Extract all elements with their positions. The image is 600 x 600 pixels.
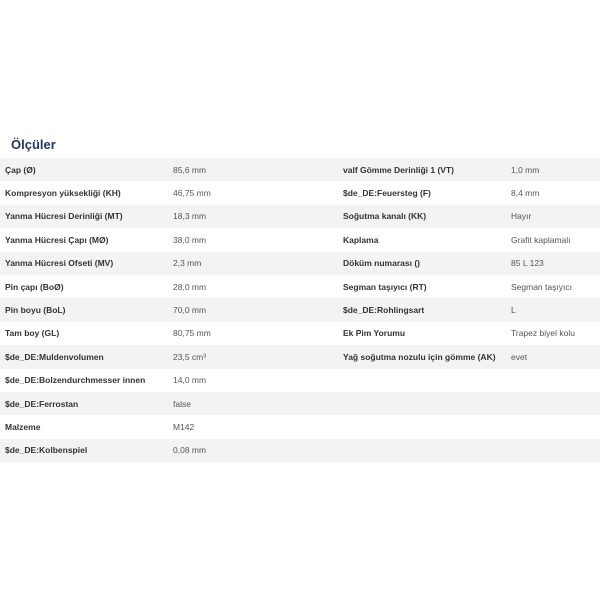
spec-value: 2,3 mm — [173, 258, 202, 269]
spec-label: Tam boy (GL) — [5, 328, 60, 339]
spec-label — [338, 439, 506, 462]
spec-value: 80,75 mm — [173, 328, 211, 339]
spec-value: M142 — [173, 421, 195, 432]
spec-label — [338, 415, 506, 438]
spec-value — [506, 369, 600, 392]
spec-value: 23,5 cm³ — [173, 351, 207, 362]
spec-label: Döküm numarası () — [343, 258, 420, 269]
spec-label: Yağ soğutma nozulu için gömme (AK) — [343, 351, 496, 362]
table-row — [0, 158, 600, 181]
table-row — [0, 228, 600, 251]
spec-label: Pin boyu (BoL) — [5, 305, 66, 316]
table-row — [0, 181, 600, 204]
spec-label: valf Gömme Derinliği 1 (VT) — [343, 164, 454, 175]
spec-value: Hayır — [511, 211, 532, 222]
spec-value: Segman taşıyıcı — [511, 281, 572, 292]
spec-value: 28,0 mm — [173, 281, 207, 292]
table-row — [0, 252, 600, 275]
table-row — [0, 322, 600, 345]
spec-value: L — [511, 305, 516, 316]
table-row — [0, 439, 600, 462]
spec-value: false — [173, 398, 191, 409]
spec-value: 0,08 mm — [173, 445, 207, 456]
spec-label: Çap (Ø) — [5, 164, 36, 175]
spec-label: $de_DE:Ferrostan — [5, 398, 79, 409]
spec-label: $de_DE:Muldenvolumen — [5, 351, 104, 362]
spec-label — [338, 369, 506, 392]
spec-value: 46,75 mm — [173, 188, 211, 199]
spec-value: 14,0 mm — [173, 375, 207, 386]
spec-label: Malzeme — [5, 421, 41, 432]
spec-label: Yanma Hücresi Derinliği (MT) — [5, 211, 123, 222]
section-title: Ölçüler — [11, 137, 56, 152]
spec-value: 85,6 mm — [173, 164, 207, 175]
spec-label: Kaplama — [343, 234, 379, 245]
spec-value — [506, 415, 600, 438]
spec-value: 38,0 mm — [173, 234, 207, 245]
table-row — [0, 392, 600, 415]
spec-value: Grafit kaplamalı — [511, 234, 571, 245]
spec-label: Segman taşıyıcı (RT) — [343, 281, 427, 292]
spec-label: $de_DE:Kolbenspiel — [5, 445, 88, 456]
spec-label: Yanma Hücresi Ofseti (MV) — [5, 258, 114, 269]
spec-label: $de_DE:Rohlingsart — [343, 305, 425, 316]
spec-label: Kompresyon yüksekliği (KH) — [5, 188, 121, 199]
spec-table — [0, 158, 600, 462]
spec-value: 70,0 mm — [173, 305, 207, 316]
spec-value: 18,3 mm — [173, 211, 207, 222]
spec-value: Trapez biyel kolu — [511, 328, 575, 339]
spec-label: $de_DE:Feuersteg (F) — [343, 188, 431, 199]
specifications-table — [0, 158, 600, 462]
table-row — [0, 205, 600, 228]
spec-label: Soğutma kanalı (KK) — [343, 211, 427, 222]
spec-label: $de_DE:Bolzendurchmesser innen — [5, 375, 146, 386]
spec-value — [506, 439, 600, 462]
table-row — [0, 369, 600, 392]
spec-label: Pin çapı (BoØ) — [5, 281, 64, 292]
spec-label: Yanma Hücresi Çapı (MØ) — [5, 234, 109, 245]
table-row — [0, 345, 600, 368]
spec-label — [338, 392, 506, 415]
spec-value: 8,4 mm — [511, 188, 540, 199]
spec-label: Ek Pim Yorumu — [343, 328, 406, 339]
spec-value — [506, 392, 600, 415]
spec-value: 1,0 mm — [511, 164, 540, 175]
spec-value: evet — [511, 351, 528, 362]
table-row — [0, 275, 600, 298]
spec-value: 85 L 123 — [511, 258, 544, 269]
table-row — [0, 415, 600, 438]
table-row — [0, 298, 600, 321]
